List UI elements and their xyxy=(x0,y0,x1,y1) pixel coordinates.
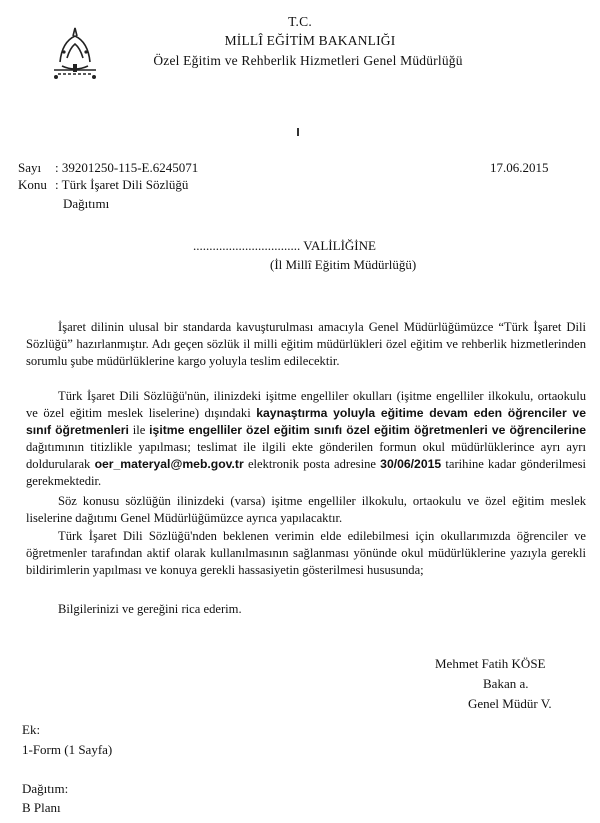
ek-item: 1-Form (1 Sayfa) xyxy=(22,742,113,757)
konu-label: Konu xyxy=(18,177,47,192)
p2-text-i: tarihine kadar gönderilmesi gerekmektedir. xyxy=(26,456,586,488)
dagitim-label: Dağıtım: xyxy=(22,781,69,796)
paragraph-5-text: Bilgilerinizi ve gereğini rica ederim. xyxy=(58,602,242,616)
paragraph-5 xyxy=(26,601,586,618)
konu-value: : Türk İşaret Dili Sözlüğü xyxy=(55,177,189,192)
addressee-sub: (İl Millî Eğitim Müdürlüğü) xyxy=(270,257,417,272)
paragraph-1-text: İşaret dilinin ulusal bir standarda kavuşturulması amacıyla Genel Müdürlüğümüzce “Türk İşaret Dili Sözlüğü” hazırlanmıştır. Adı geçen sözlük il milli eğitim müdürlükleri özel eğitim ve rehberlik hizmetlerinden sorumlu şube müdürlüklerine kargo yoluyla teslim edilecektir. xyxy=(26,320,586,368)
dagitim-item: B Planı xyxy=(22,800,61,815)
konu-line2: Dağıtımı xyxy=(63,196,110,211)
p2-text-a: Türk İşaret Dili Sözlüğü'nün, ilinizdeki işitme engelliler okulları (işitme engelliler ilkokulu, ortaokulu ve özel eğitim meslek liselerine) dışındaki xyxy=(26,389,586,420)
signer-title-2: Genel Müdür V. xyxy=(468,696,552,711)
scan-mark xyxy=(297,128,299,136)
paragraph-1 xyxy=(26,319,586,370)
p2-text-g: elektronik posta adresine xyxy=(243,456,381,471)
p2-text-c: ile xyxy=(128,422,150,437)
addressee-line: ................................. VALİLİĞİNE xyxy=(193,238,376,253)
p2-email: oer_materyal@meb.gov.tr xyxy=(94,456,244,471)
document-date: 17.06.2015 xyxy=(490,160,549,175)
header-country: T.C. xyxy=(288,14,312,29)
sayi-value: : 39201250-115-E.6245071 xyxy=(55,160,199,175)
paragraph-3 xyxy=(26,493,586,527)
header-directorate: Özel Eğitim ve Rehberlik Hizmetleri Genel Müdürlüğü xyxy=(153,53,463,68)
p2-deadline: 30/06/2015 xyxy=(380,456,442,471)
header-ministry: MİLLÎ EĞİTİM BAKANLIĞI xyxy=(224,33,396,48)
signer-title-1: Bakan a. xyxy=(483,676,529,691)
p2-bold-1: kaynaştırma yoluyla eğitime devam eden öğrenciler ve sınıf öğretmenleri xyxy=(26,405,586,437)
ek-label: Ek: xyxy=(22,722,41,737)
sayi-label: Sayı xyxy=(18,160,42,175)
paragraph-3-text: Söz konusu sözlüğün ilinizdeki (varsa) işitme engelliler ilkokulu, ortaokulu ve özel eğitim meslek liselerine dağıtımı Genel Müdürlüğümüzce ayrıca yapılacaktır. xyxy=(26,494,586,525)
p2-text-e: dağıtımının titizlikle yapılması; teslimat ile ilgili ekte gönderilen formun okul müdürlüklerince ayrı ayrı doldurularak xyxy=(26,439,586,471)
paragraph-4 xyxy=(26,528,586,579)
signer-name: Mehmet Fatih KÖSE xyxy=(435,656,546,671)
paragraph-4-text: Türk İşaret Dili Sözlüğü'nden beklenen verimin elde edilebilmesi için okullarımızda öğrenciler ve öğretmenler tarafından aktif olarak kullanılmasının sağlanması yönünde okul müdürlüklerine yazıyla gerekli bildirimlerin yapılması ve konuya gerekli hassasiyetin gösterilmesi hususunda; xyxy=(26,529,586,577)
paragraph-2 xyxy=(26,388,586,489)
p2-bold-2: işitme engelliler özel eğitim sınıfı özel eğitim öğretmenleri ve öğrencilerine xyxy=(149,422,586,437)
